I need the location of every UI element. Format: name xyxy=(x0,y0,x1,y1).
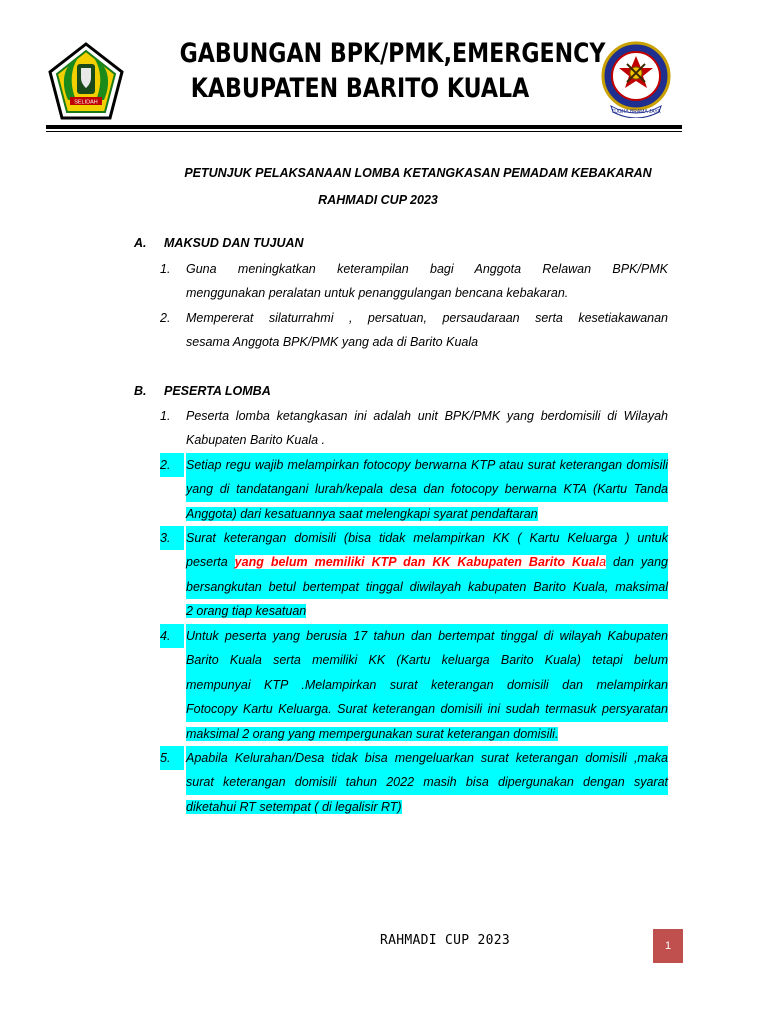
letterhead-title-line1: GABUNGAN BPK/PMK,EMERGENCY xyxy=(179,38,606,69)
letterhead-divider-thin xyxy=(46,131,682,132)
item-line: yang di tandatangani lurah/kepala desa dan fotocopy berwarna KTA (Kartu Tanda xyxy=(186,477,668,501)
red-emphasis-end: a xyxy=(599,555,607,570)
page-number-badge: 1 xyxy=(653,929,683,963)
item-line xyxy=(186,502,668,526)
item-line: Fotocopy Kartu Keluarga. Surat keterangan domisili ini sudah termasuk persyaratan xyxy=(186,697,668,721)
item-line: mempunyai KTP .Melampirkan surat keterangan domisili dan melampirkan xyxy=(186,673,668,697)
item-line: menggunakan peralatan untuk penanggulangan bencana kebakaran. xyxy=(186,286,569,301)
item-line: Kabupaten Barito Kuala . xyxy=(186,433,325,448)
item-line: surat keterangan domisili tahun 2022 masih bisa dipergunakan dengan syarat xyxy=(186,770,668,794)
section-label: MAKSUD DAN TUJUAN xyxy=(164,236,304,250)
item-number: 1. xyxy=(160,262,171,276)
logo-right-text: TUGHA BRAMA JAYA xyxy=(611,109,661,115)
letterhead-title-line2: KABUPATEN BARITO KUALA xyxy=(190,73,530,104)
item-line-text: diketahui RT setempat ( di legalisir RT) xyxy=(186,799,402,814)
section-letter: A. xyxy=(134,236,147,250)
logo-left-text: SELIDAH xyxy=(74,99,98,106)
item-number: 2. xyxy=(160,311,171,325)
document-subtitle: RAHMADI CUP 2023 xyxy=(318,193,438,207)
item-line: Apabila Kelurahan/Desa tidak bisa mengeluarkan surat keterangan domisili ,maka xyxy=(186,746,668,770)
item-number: 2. xyxy=(160,453,184,477)
item-line xyxy=(186,599,668,623)
item-line: Peserta lomba ketangkasan ini adalah unit BPK/PMK yang berdomisili di Wilayah xyxy=(186,409,668,423)
fire-department-emblem-logo xyxy=(597,40,675,118)
item-line-segment: peserta xyxy=(186,555,235,570)
item-line-text: Anggota) dari kesatuannya saat melengkapi syarat pendaftaran xyxy=(186,506,538,521)
item-number: 1. xyxy=(160,409,171,423)
regency-emblem-logo xyxy=(48,42,124,120)
item-line xyxy=(186,722,668,746)
item-number: 4. xyxy=(160,624,184,648)
letterhead-divider-thick xyxy=(46,125,682,129)
item-line-mixed xyxy=(186,550,668,574)
red-emphasis-text: yang belum memiliki KTP dan KK Kabupaten Barito Kual xyxy=(234,555,600,570)
item-line-text: maksimal 2 orang yang mempergunakan surat keterangan domisili. xyxy=(186,726,559,741)
item-number: 3. xyxy=(160,526,184,550)
section-letter: B. xyxy=(134,384,147,398)
item-line: sesama Anggota BPK/PMK yang ada di Barito Kuala xyxy=(186,335,479,350)
item-line-segment: dan yang xyxy=(606,555,668,570)
item-line: Untuk peserta yang berusia 17 tahun dan bertempat tinggal di wilayah Kabupaten xyxy=(186,624,668,648)
letterhead-title xyxy=(179,36,606,106)
item-line: Setiap regu wajib melampirkan fotocopy berwarna KTP atau surat keterangan domisili xyxy=(186,453,668,477)
item-line: Surat keterangan domisili (bisa tidak melampirkan KK ( Kartu Keluarga ) untuk xyxy=(186,526,668,550)
item-line: bersangkutan betul bertempat tinggal diwilayah kabupaten Barito Kuala, maksimal xyxy=(186,575,668,599)
item-line: Mempererat silaturrahmi , persatuan, persaudaraan serta kesetiakawanan xyxy=(186,311,668,325)
item-line: Guna meningkatkan keterampilan bagi Anggota Relawan BPK/PMK xyxy=(186,262,668,276)
page-footer: RAHMADI CUP 2023 xyxy=(380,933,511,948)
item-line: Barito Kuala serta memiliki KK (Kartu keluarga Barito Kuala) tetapi belum xyxy=(186,648,668,672)
document-title: PETUNJUK PELAKSANAAN LOMBA KETANGKASAN PEMADAM KEBAKARAN xyxy=(184,166,652,180)
item-line xyxy=(186,795,668,819)
item-line-text: 2 orang tiap kesatuan xyxy=(186,604,307,619)
item-number: 5. xyxy=(160,746,184,770)
section-label: PESERTA LOMBA xyxy=(164,384,271,398)
